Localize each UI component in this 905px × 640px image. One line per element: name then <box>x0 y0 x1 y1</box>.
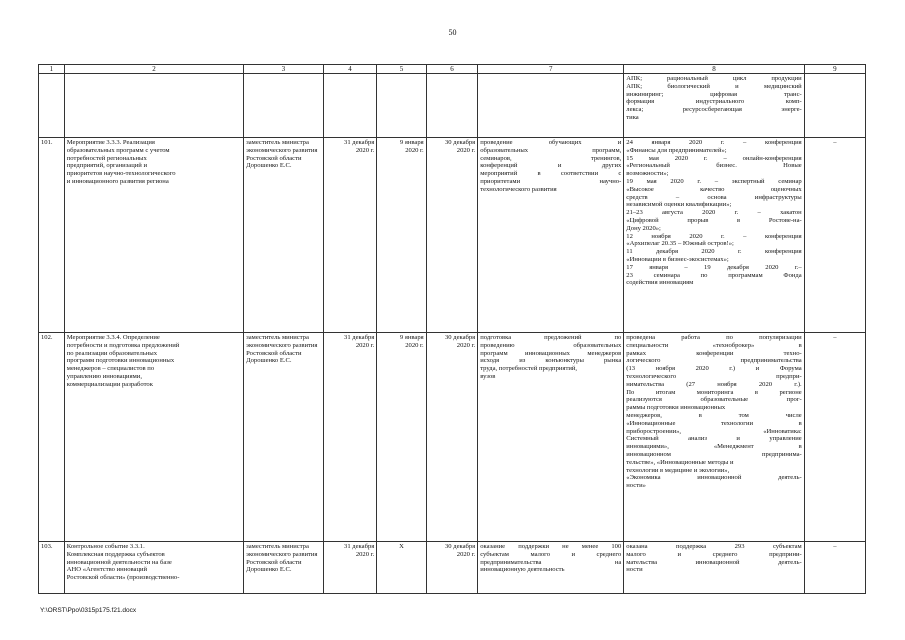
actual-result-cell: 24 января 2020 г. – конференция «Финансы для предпринимателей»; 15 мая 2020 г. – онлайн-конференция «Региональный бизнес. Новые возможности»; 19 мая 2020 г. – экспертный семинар «Высокое качество оценочных средств – основа инфраструктуры независимой оценки квалификации»; 21–23 августа 2020 г. – хакатон «Цифровой прорыв в Ростове-на- Дону 2020»; 12 ноября 2020 г. – конференция «Архипелаг 20.35 – Южный остров!»; 11 декабря 2020 г. конференция «Инновации в бизнес-экосистемах»; 17 января – 19 декабря 2020 г.– 23 семинара по программам Фонда содействия инновациям <box>624 138 804 333</box>
deadline-cell: 31 декабря 2020 г. <box>323 333 377 542</box>
row-number: 103. <box>39 542 65 594</box>
continuation-done-cell: АПК; рациональный цикл продукции АПК; биологический и медицинский инжиниринг; цифровая транс- формация индустриального комп- лекса; ресурсосберегающая энерге- тика <box>624 74 804 138</box>
continuation-row <box>39 74 866 138</box>
activity-cell: Мероприятие 3.3.4. Определение потребности и подготовка предложений по реализации образовательных программ подготовки инновационных менеджеров – специалистов по управлению инновациями, коммерциализации разработок <box>64 333 243 542</box>
column-number-row <box>39 65 866 74</box>
col-num-3: 3 <box>244 65 323 74</box>
col-num-8: 8 <box>624 65 804 74</box>
expected-result-cell: оказание поддержки не менее 100 субъектам малого и среднего предпринимательства на инновационную деятельность <box>478 542 624 594</box>
table-row <box>39 138 866 333</box>
responsible-cell: заместитель министра экономического развития Ростовской области Дорошенко Е.С. <box>244 138 323 333</box>
start-date-cell: 9 января 2020 г. <box>377 333 426 542</box>
expected-result-cell: проведение обучающих и образовательных программ, семинаров, тренингов, конференций и других мероприятий в соответствии с приоритетами научно- технологического развития <box>478 138 624 333</box>
row-number: 101. <box>39 138 65 333</box>
deadline-cell: 31 декабря 2020 г. <box>323 542 377 594</box>
end-date-cell: 30 декабря 2020 г. <box>426 542 478 594</box>
expected-result-cell: подготовка предложений по проведению образовательных программ инновационных менеджеров исходя из конъюнктуры рынка труда, потребностей предприятий, вузов <box>478 333 624 542</box>
note-cell: – <box>804 542 865 594</box>
col-num-7: 7 <box>478 65 624 74</box>
col-num-9: 9 <box>804 65 865 74</box>
start-date-cell: 9 января 2020 г. <box>377 138 426 333</box>
table-row <box>39 333 866 542</box>
row-number: 102. <box>39 333 65 542</box>
activity-cell: Мероприятие 3.3.3. Реализация образовательных программ с учетом потребностей региональных предприятий, организаций и приоритетов научно-технологического и инновационного развития региона <box>64 138 243 333</box>
note-cell: – <box>804 138 865 333</box>
responsible-cell: заместитель министра экономического развития Ростовской области Дорошенко Е.С. <box>244 542 323 594</box>
responsible-cell: заместитель министра экономического развития Ростовской области Дорошенко Е.С. <box>244 333 323 542</box>
end-date-cell: 30 декабря 2020 г. <box>426 138 478 333</box>
deadline-cell: 31 декабря 2020 г. <box>323 138 377 333</box>
col-num-2: 2 <box>64 65 243 74</box>
col-num-1: 1 <box>39 65 65 74</box>
page-number: 50 <box>448 28 457 37</box>
end-date-cell: 30 декабря 2020 г. <box>426 333 478 542</box>
note-cell: – <box>804 333 865 542</box>
table-row <box>39 542 866 594</box>
col-num-6: 6 <box>426 65 478 74</box>
col-num-4: 4 <box>323 65 377 74</box>
file-path-footer: Y:\ORST\Ppo\0315p175.f21.docx <box>40 607 137 614</box>
col-num-5: 5 <box>377 65 426 74</box>
start-date-cell: Х <box>377 542 426 594</box>
actual-result-cell: оказана поддержка 293 субъектам малого и среднего предприни- мательства инновационной деятель- ности <box>624 542 804 594</box>
activity-cell: Контрольное событие 3.3.1. Комплексная поддержка субъектов инновационной деятельности на базе АНО «Агентство инноваций Ростовской области» (производственно- <box>64 542 243 594</box>
report-table <box>38 64 866 594</box>
actual-result-cell: проведена работа по популяризации специальности «техноброкер» в рамках конференции техно- логического предпринимательства (13 ноября 2020 г.) и Форума технологического предпри- нимательства (27 ноября 2020 г.). По итогам мониторинга в регионе реализуются образовательные прог- раммы подготовки инновационных менеджеров, в том числе «Инновационные технологии в приборостроении», «Инноватика: Системный анализ и управление инновациями», «Менеджмент в инновационном предпринима- тельстве», «Инновационные методы и технологии в медицине и экологии», «Экономика инновационной деятель- ности» <box>624 333 804 542</box>
